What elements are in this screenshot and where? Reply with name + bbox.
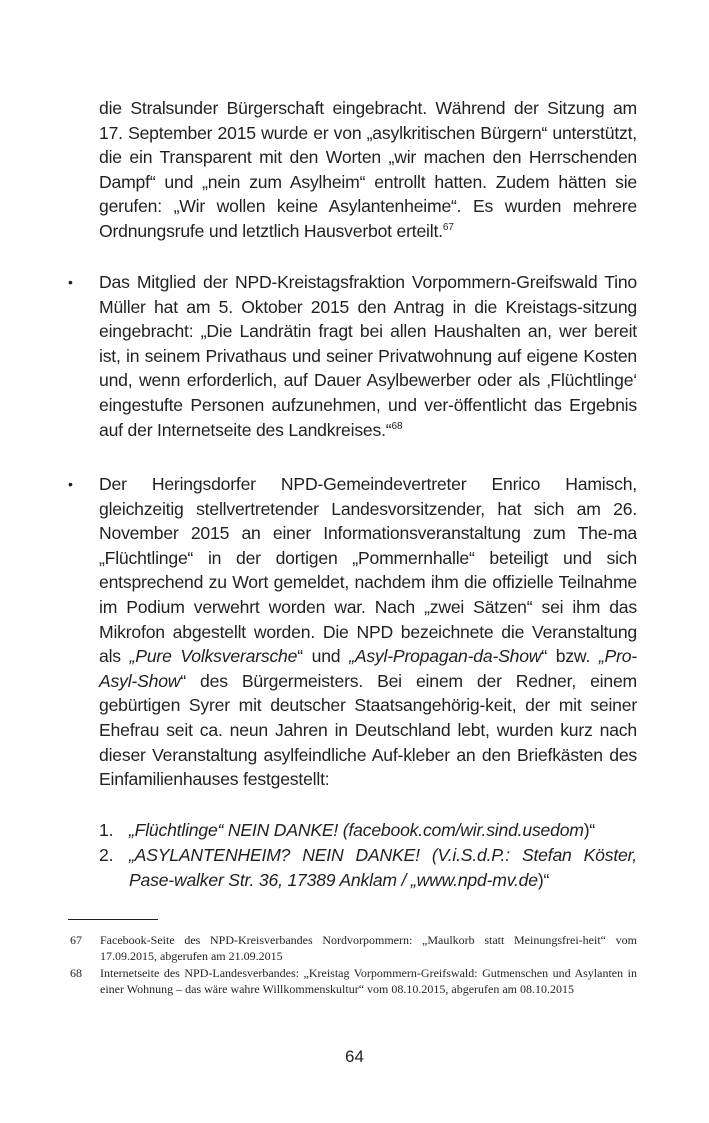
bullet-item-2 bbox=[99, 472, 637, 792]
bullet-2-italic-2: „Asyl-Propagan-da-Show bbox=[349, 646, 542, 667]
bullet-2-text-b: “ und bbox=[297, 646, 350, 667]
footnote-separator bbox=[68, 919, 158, 920]
footnote-68 bbox=[70, 965, 637, 997]
bullet-marker-1: • bbox=[68, 274, 73, 290]
bullet-item-1 bbox=[99, 270, 637, 442]
bullet-1-text: Das Mitglied der NPD-Kreistagsfraktion Vorpommern-Greifswald Tino Müller hat am 5. Oktober 2015 den Antrag in die Kreistags-sitzung eingebracht: „Die Landrätin fragt bei allen Haushalten an, wer bereit ist, in seinem Privathaus und seiner Privatwohnung auf eigene Kosten und, wenn erforderlich, auf Dauer Asylbewerber oder als ‚Flüchtlinge‘ eingestufte Personen aufzunehmen, und ver-öffentlicht das Ergebnis auf der Internetseite des Landkreises.“ bbox=[99, 272, 637, 440]
footnote-68-number: 68 bbox=[70, 966, 82, 980]
footnote-68-text: Internetseite des NPD-Landesverbandes: „Kreistag Vorpommern-Greifswald: Gutmenschen und Asylanten in einer Wohnung – das wäre wahre Willkommenskultur“ vom 08.10.2015, abgerufen am 08.10.2015 bbox=[100, 966, 637, 996]
bullet-2-italic-3: „Pro-Asyl-Show bbox=[99, 646, 637, 691]
footnote-ref-67: 67 bbox=[442, 221, 454, 233]
bullet-2-text-a: Der Heringsdorfer NPD-Gemeindevertreter Enrico Hamisch, gleichzeitig stellvertretender Landesvorsitzender, hat sich am 26. November 2015 an einer Informationsveranstaltung zum The-ma „Flüchtlinge“ in der dortigen „Pommernhalle“ beteiligt und sich entsprechend zu Wort gemeldet, nachdem ihm die offizielle Teilnahme im Podium verwehrt worden war. Nach „zwei Sätzen“ sei ihm das Mikrofon abgestellt worden. Die NPD bezeichnete die Veranstaltung als bbox=[99, 474, 637, 667]
bullet-2-text-d: “ des Bürgermeisters. Bei einem der Redner, einem gebürtigen Syrer mit deutscher Staatsangehörig-keit, der mit seiner Ehefrau seit ca. neun Jahren in Deutschland lebt, wurden kurz nach dieser Veranstaltung asylfeindliche Auf-kleber an den Briefkästen des Einfamilienhauses festgestellt: bbox=[99, 670, 637, 790]
list-item-2-tail: )“ bbox=[537, 869, 550, 890]
page-number: 64 bbox=[345, 1047, 364, 1066]
footnote-67-number: 67 bbox=[70, 933, 82, 947]
continuation-text: die Stralsunder Bürgerschaft eingebracht. Während der Sitzung am 17. September 2015 wurde er von „asylkritischen Bürgern“ unterstützt, die ein Transparent mit den Worten „wir machen den Herrschenden Dampf“ und „nein zum Asylheim“ entrollt hatten. Zudem hätten sie gerufen: „Wir wollen keine Asylantenheime“. Es wurden mehrere Ordnungsrufe und letztlich Hausverbot erteilt. bbox=[99, 98, 637, 241]
list-item-2-italic: „ASYLANTENHEIM? NEIN DANKE! (V.i.S.d.P.: Stefan Köster, Pase-walker Str. 36, 17389 Anklam / „www.npd-mv.de bbox=[129, 845, 637, 890]
list-item-1-tail: )“ bbox=[583, 820, 596, 840]
continuation-paragraph bbox=[99, 96, 637, 244]
list-item-1-italic: „Flüchtlinge“ NEIN DANKE! (facebook.com/wir.sind.usedom bbox=[129, 820, 584, 840]
list-item-1-number: 1. bbox=[99, 820, 114, 840]
footnote-67 bbox=[70, 932, 637, 964]
list-item-2 bbox=[99, 843, 637, 892]
footnote-67-text: Facebook-Seite des NPD-Kreisverbandes Nordvorpommern: „Maulkorb statt Meinungsfrei-heit“ vom 17.09.2015, abgerufen am 21.09.2015 bbox=[100, 933, 637, 963]
bullet-2-text-c: “ bzw. bbox=[541, 646, 599, 667]
bullet-2-italic-1: „Pure Volksverarsche bbox=[129, 646, 298, 667]
list-item-1 bbox=[99, 818, 637, 843]
list-item-2-number: 2. bbox=[99, 845, 114, 865]
bullet-marker-2: • bbox=[68, 476, 73, 492]
footnote-ref-68: 68 bbox=[391, 420, 403, 432]
